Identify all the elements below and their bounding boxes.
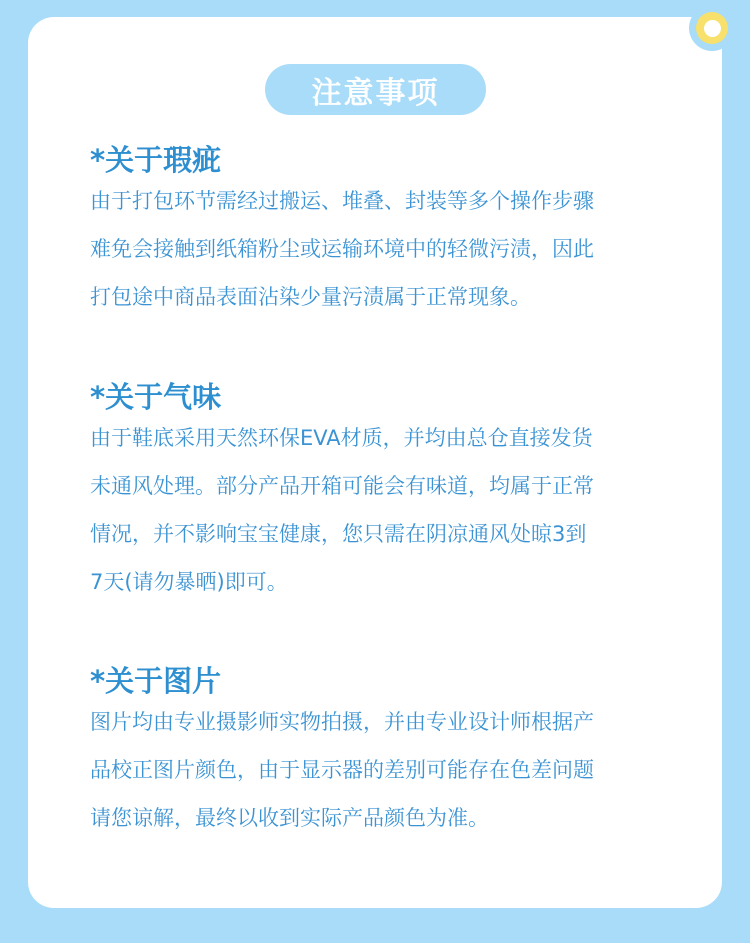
section-line: 未通风处理。部分产品开箱可能会有味道，均属于正常 (90, 474, 594, 498)
section-line: 难免会接触到纸箱粉尘或运输环境中的轻微污渍，因此 (90, 237, 594, 261)
section-body (90, 414, 690, 606)
section-line: 请您谅解，最终以收到实际产品颜色为准。 (90, 806, 489, 830)
section-images (90, 664, 690, 842)
page-title: 注意事项 (265, 64, 486, 115)
section-body (90, 177, 690, 321)
section-line: 品校正图片颜色，由于显示器的差别可能存在色差问题 (90, 758, 594, 782)
ring-hole-icon (704, 20, 721, 37)
section-line: 由于鞋底采用天然环保EVA材质，并均由总仓直接发货 (90, 426, 593, 450)
section-line: 7天(请勿暴晒)即可。 (90, 570, 288, 594)
section-flaws (90, 143, 690, 321)
section-line: 情况，并不影响宝宝健康，您只需在阴凉通风处晾3到 (90, 522, 587, 546)
section-odor (90, 380, 690, 606)
section-heading: *关于图片 (90, 664, 222, 698)
section-line: 由于打包环节需经过搬运、堆叠、封装等多个操作步骤 (90, 189, 594, 213)
section-body (90, 698, 690, 842)
section-heading: *关于气味 (90, 380, 222, 414)
section-heading: *关于瑕疵 (90, 143, 222, 177)
ring-yellow-icon (696, 12, 728, 44)
section-line: 图片均由专业摄影师实物拍摄，并由专业设计师根据产 (90, 710, 594, 734)
ring-decoration-icon (689, 5, 735, 51)
section-line: 打包途中商品表面沾染少量污渍属于正常现象。 (90, 285, 531, 309)
